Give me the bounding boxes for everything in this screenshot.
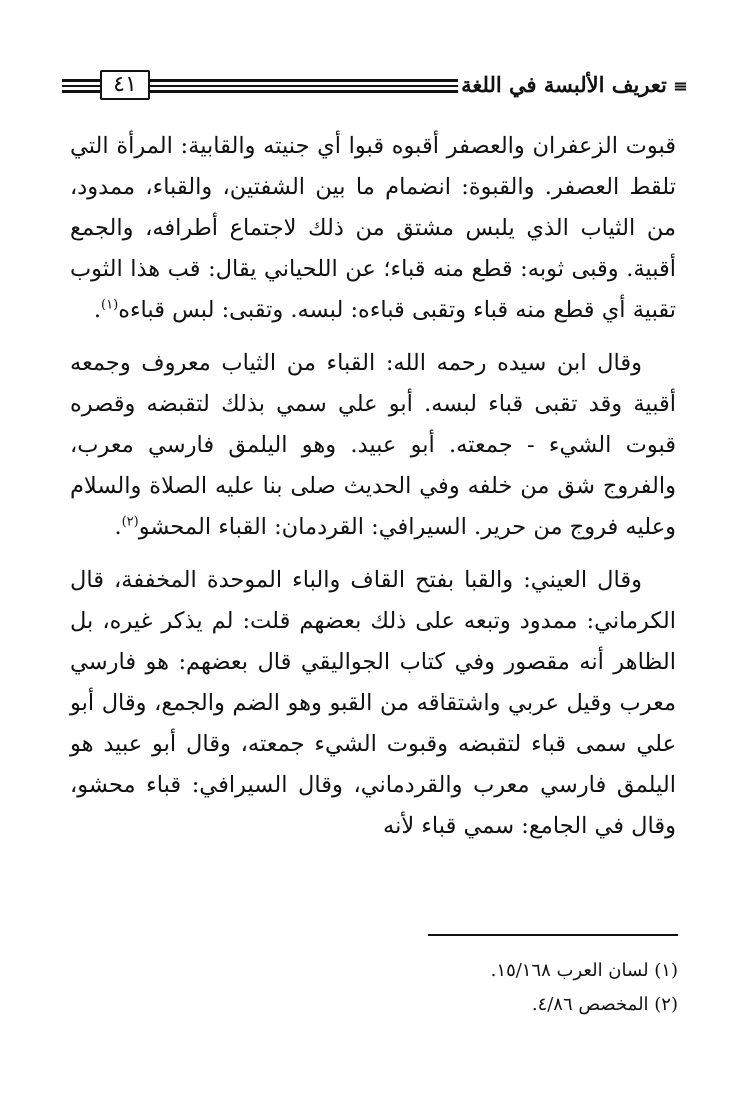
footnote-ref[interactable]: (١) [101, 297, 119, 313]
running-header [62, 68, 688, 108]
footnote-ref[interactable]: (٢) [121, 514, 139, 530]
page-number: ٤١ [100, 70, 150, 100]
sentence-period: . [93, 297, 102, 323]
body-text [70, 126, 676, 859]
sentence-period: . [114, 514, 122, 540]
footnotes [70, 934, 678, 1022]
paragraph [70, 126, 676, 331]
paragraph-text: وقال ابن سيده رحمه الله: القباء من الثياب معروف وجمعه أقبية وقد تقبى قباء لبسه. أبو علي سمي بذلك لتقبضه وقصره قبوت الشيء - جمعته. أبو عبيد. وهو اليلمق فارسي معرب، والفروج شق من خلفه وفي الحديث صلى بنا عليه الصلاة والسلام وعليه فروج من حرير. السيرافي: القردمان: القباء المحشو [70, 350, 676, 540]
running-title-text: تعريف الألبسة في اللغة [461, 72, 667, 97]
running-title [461, 68, 688, 104]
paragraph [70, 560, 676, 847]
title-bullet-icon: ≡ [672, 75, 688, 97]
footnote-separator [428, 934, 678, 936]
footnote: (١) لسان العرب ١٥/١٦٨. [490, 960, 678, 981]
paragraph-text: قبوت الزعفران والعصفر أقبوه قبوا أي جنيته والقابية: المرأة التي تلقط العصفر. والقبوة: انضمام ما بين الشفتين، والقباء، ممدود، من الثياب الذي يلبس مشتق من ذلك لاجتماع أطرافه، والجمع أقبية. وقبى ثوبه: قطع منه قباء؛ عن اللحياني يقال: قب هذا الثوب تقبية أي قطع منه قباء وتقبى قباءه: لبسه. وتقبى: لبس قباءه [70, 133, 676, 323]
paragraph [70, 343, 676, 548]
footnote: (٢) المخصص ٤/٨٦. [531, 994, 678, 1015]
paragraph-text: وقال العيني: والقبا بفتح القاف والباء الموحدة المخففة، قال الكرماني: ممدود وتبعه على ذلك بعضهم قلت: لم يذكر غيره، بل الظاهر أنه مقصور وفي كتاب الجواليقي قال بعضهم: هو فارسي معرب وقيل عربي واشتقاقه من القبو وهو الضم والجمع، وقال أبو علي سمى قباء لتقبضه وقبوت الشيء جمعته، وقال أبو عبيد هو اليلمق فارسي معرب والقردماني، وقال السيرافي: قباء محشو، وقال في الجامع: سمي قباء لأنه [70, 567, 676, 839]
